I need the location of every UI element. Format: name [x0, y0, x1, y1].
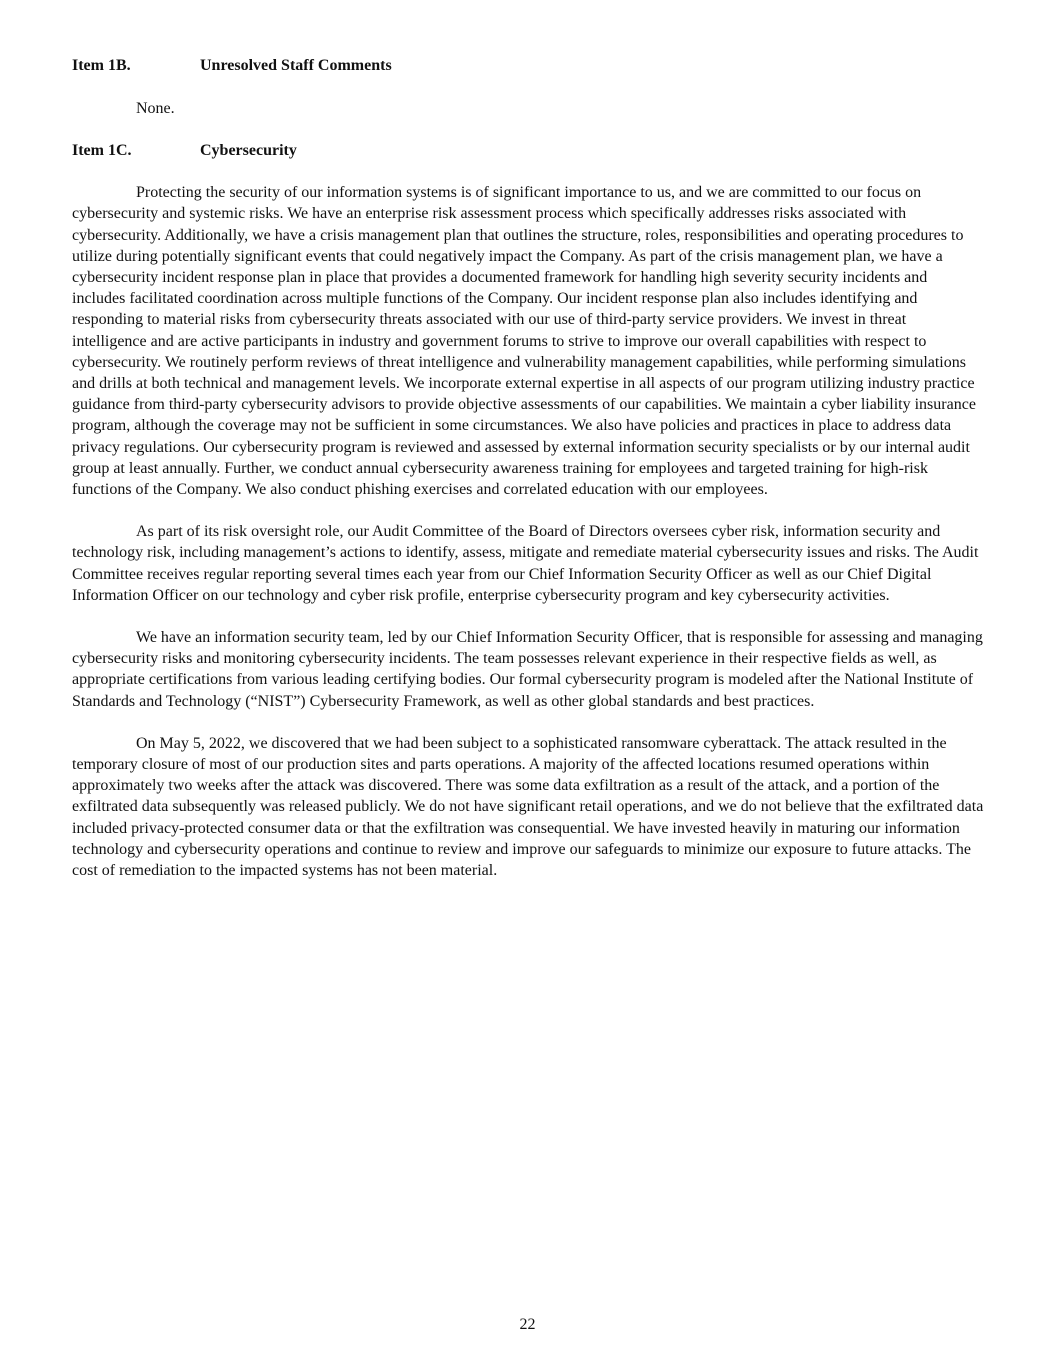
cybersecurity-paragraph-team: We have an information security team, led by our Chief Information Security Officer, that is responsible for assessing and managing cybersecurity risks and monitoring cybersecurity incidents. The team possesses relevant experience in their respective fields as well, as appropriate certifications from various leading certifying bodies. Our formal cybersecurity program is modeled after the National Institute of Standards and Technology (“NIST”) Cybersecurity Framework, as well as other global standards and best practices.: [72, 629, 983, 710]
cybersecurity-paragraph-oversight: As part of its risk oversight role, our Audit Committee of the Board of Directors oversees cyber risk, information security and technology risk, including management’s actions to identify, assess, mitigate and remediate material cybersecurity issues and risks. The Audit Committee receives regular reporting several times each year from our Chief Information Security Officer as well as our Chief Digital Information Officer on our technology and cyber risk profile, enterprise cybersecurity program and key cybersecurity activities.: [72, 523, 979, 604]
item-1c-heading: [72, 140, 984, 161]
item-1b-number: Item 1B.: [72, 57, 131, 74]
item-1b-body: None.: [136, 100, 175, 117]
cybersecurity-paragraph-program: Protecting the security of our information systems is of significant importance to us, and we are committed to our focus on cybersecurity and systemic risks. We have an enterprise risk assessment process which specifically addresses risks associated with cybersecurity. Additionally, we have a crisis management plan that outlines the structure, roles, responsibilities and operating procedures to utilize during potentially significant events that could negatively impact the Company. As part of the crisis management plan, we have a cybersecurity incident response plan in place that provides a documented framework for handling high severity security incidents and includes facilitated coordination across multiple functions of the Company. Our incident response plan also includes identifying and responding to material risks from cybersecurity threats associated with our use of third-party service providers. We invest in threat intelligence and are active participants in industry and government forums to strive to improve our overall capabilities with respect to cybersecurity. We routinely perform reviews of threat intelligence and vulnerability management capabilities, while performing simulations and drills at both technical and management levels. We incorporate external expertise in all aspects of our program utilizing industry practice guidance from third-party cybersecurity advisors to provide objective assessments of our capabilities. We maintain a cyber liability insurance program, although the coverage may not be sufficient in some circumstances. We also have policies and practices in place to address data privacy regulations. Our cybersecurity program is reviewed and assessed by external information security specialists or by our internal audit group at least annually. Further, we conduct annual cybersecurity awareness training for employees and targeted training for high-risk functions of the Company. We also conduct phishing exercises and correlated education with our employees.: [72, 184, 976, 499]
item-1c-number: Item 1C.: [72, 142, 132, 160]
document-page: [72, 55, 984, 881]
item-1c-title: Cybersecurity: [200, 142, 297, 160]
page-number: 22: [519, 1316, 536, 1333]
item-1b-title: Unresolved Staff Comments: [200, 57, 392, 74]
cybersecurity-paragraph-incident: On May 5, 2022, we discovered that we had been subject to a sophisticated ransomware cyberattack. The attack resulted in the temporary closure of most of our production sites and parts operations. A majority of the affected locations resumed operations within approximately two weeks after the attack was discovered. There was some data exfiltration as a result of the attack, and a portion of the exfiltrated data subsequently was released publicly. We do not have significant retail operations, and we do not believe that the exfiltrated data included privacy-protected consumer data or that the exfiltration was consequential. We have invested heavily in maturing our information technology and cybersecurity operations and continue to review and improve our safeguards to minimize our exposure to future attacks. The cost of remediation to the impacted systems has not been material.: [72, 734, 984, 880]
item-1b-heading: [72, 55, 984, 76]
